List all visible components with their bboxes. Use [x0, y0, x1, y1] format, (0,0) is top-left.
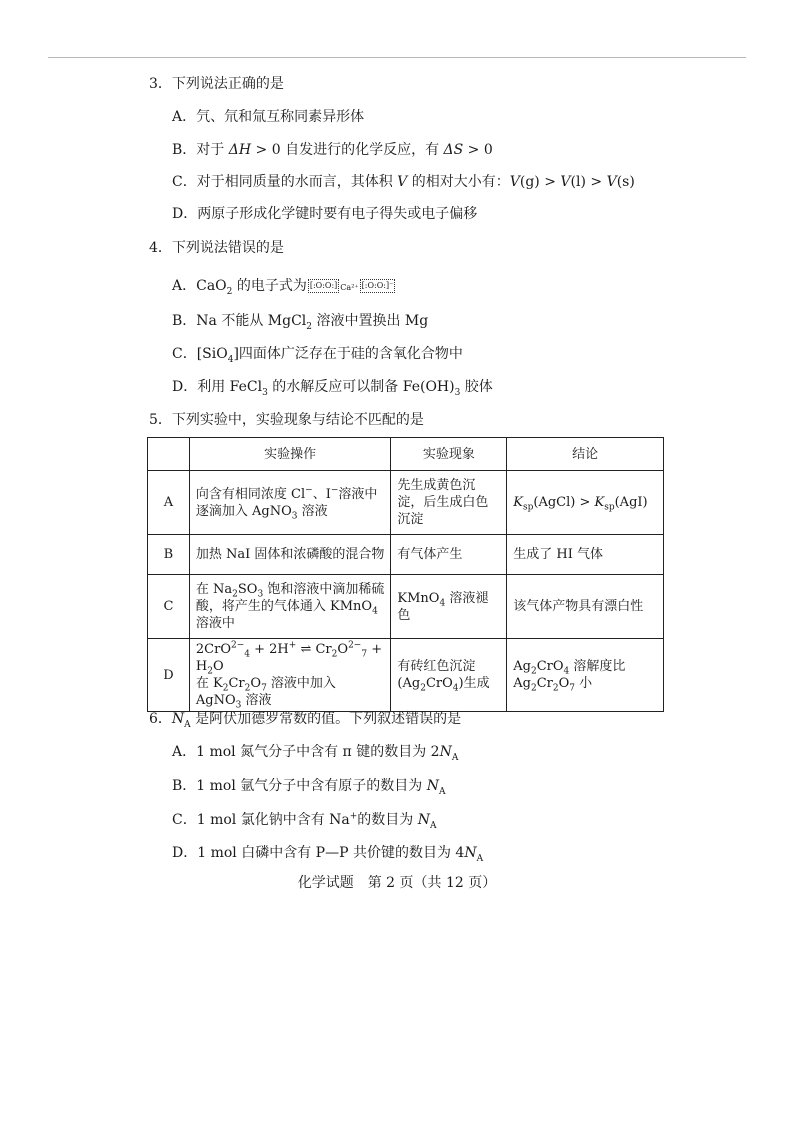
calcium-ion: Ca²⁺: [340, 283, 359, 292]
q3-stem: 3．下列说法正确的是: [149, 76, 284, 92]
table-header-row: [148, 438, 664, 471]
q6-option-b: B．1 mol 氩气分子中含有原子的数目为 $N_A$: [172, 778, 446, 797]
header-empty: [148, 438, 190, 471]
q4-option-c: C．[SiO$_4$]四面体广泛存在于硅的含氧化合物中: [172, 346, 463, 365]
cell-phenomenon: 先生成黄色沉淀，后生成白色沉淀: [391, 471, 507, 535]
table-row: [148, 535, 664, 575]
q4-option-d: D．利用 FeCl$_3$ 的水解反应可以制备 $Fe(OH)_3$ 胶体: [172, 379, 493, 398]
cell-phenomenon: 有气体产生: [391, 535, 507, 575]
cell-operation: 加热 NaI 固体和浓磷酸的混合物: [189, 535, 391, 575]
q4-option-a: A．CaO$_2$ 的电子式为 [:O:O:] Ca²⁺ [:O:O:]⁻: [172, 278, 394, 297]
table-row: [148, 575, 664, 639]
q3-option-a: A．氕、氘和氚互称同素异形体: [172, 109, 365, 125]
cell-conclusion: 该气体产物具有漂白性: [507, 575, 664, 639]
operation-text: 在 $K_2Cr_2O_7$ 溶液中加入 AgNO$_3$ 溶液: [195, 676, 336, 711]
cell-phenomenon: KMnO$_4$ 溶液褪色: [391, 575, 507, 639]
top-rule: [48, 57, 746, 58]
lewis-peroxide-left: [:O:O:]: [308, 279, 339, 293]
q6-stem: 6．$N_A$ 是阿伏加德罗常数的值。下列叙述错误的是: [149, 711, 462, 730]
equilibrium-equation: 2CrO$^{2-}_4$ + 2H+ ⇌ $Cr_2O^{2-}_7 + H_2O$: [195, 640, 383, 677]
row-label: B: [148, 535, 190, 575]
cell-conclusion: 生成了 HI 气体: [507, 535, 664, 575]
cell-conclusion: $Ag_2CrO_4$ 溶解度比 $Ag_2Cr_2O_7$ 小: [507, 639, 664, 712]
q4-stem: 4．下列说法错误的是: [149, 240, 284, 256]
q5-stem: 5．下列实验中，实验现象与结论不匹配的是: [149, 412, 424, 428]
lewis-peroxide-right: [:O:O:]⁻: [360, 279, 396, 293]
q6-option-a: A．1 mol 氮气分子中含有 π 键的数目为 $2N_A$: [172, 744, 459, 763]
row-label: A: [148, 471, 190, 535]
cell-phenomenon: 有砖红色沉淀 $(Ag_2CrO_4)$生成: [391, 639, 507, 712]
q3-option-d: D．两原子形成化学键时要有电子得失或电子偏移: [172, 206, 478, 222]
header-operation: 实验操作: [189, 438, 391, 471]
q6-option-d: D．1 mol 白磷中含有 P—P 共价键的数目为 $4N_A$: [172, 845, 484, 864]
table-row: [148, 471, 664, 535]
page-footer: 化学试题 第 2 页（共 12 页）: [297, 875, 497, 891]
row-label: D: [148, 639, 190, 712]
cell-operation: [189, 639, 391, 712]
q4-option-b: B．Na 不能从 MgCl$_2$ 溶液中置换出 Mg: [172, 313, 429, 332]
header-conclusion: 结论: [507, 438, 664, 471]
cell-operation: 向含有相同浓度 Cl−、I−溶液中逐滴加入 AgNO$_3$ 溶液: [189, 471, 391, 535]
q6-option-c: C．1 mol 氯化钠中含有 Na+的数目为 $N_A$: [172, 811, 437, 831]
row-label: C: [148, 575, 190, 639]
q3-option-b: B．对于 ΔH > 0 自发进行的化学反应，有 ΔS > 0: [172, 142, 493, 158]
experiment-table: [147, 437, 664, 712]
cell-conclusion: $K_{sp}(AgCl) > K_{sp}(AgI)$: [507, 471, 664, 535]
cell-operation: 在 $Na_2SO_3$ 饱和溶液中滴加稀硫酸，将产生的气体通入 KMnO$_4$ 溶液中: [189, 575, 391, 639]
header-phenomenon: 实验现象: [391, 438, 507, 471]
q3-option-c: C．对于相同质量的水而言，其体积 V 的相对大小有：V(g) > V(l) > V(s): [172, 174, 635, 190]
table-row: [148, 639, 664, 712]
